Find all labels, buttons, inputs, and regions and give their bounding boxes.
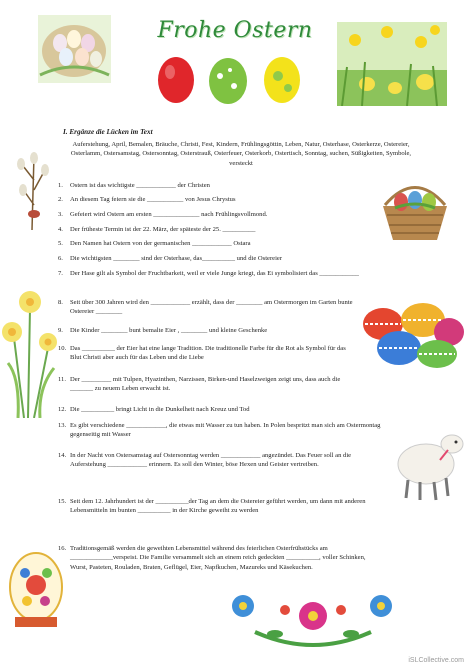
lamb-image	[390, 420, 468, 502]
exercise-text: Seit dem 12. Jahrhundert ist der __________der Tag an dem die Ostereier geführt werden, um dann mit anderen Lebensmitteln im bunten __________ in der Kirche geweiht zu werden	[70, 498, 366, 515]
exercise-text: Gefeiert wird Ostern am ersten ______________ nach Frühlingsvollmond.	[70, 211, 268, 218]
exercise-item	[58, 181, 418, 190]
exercise-number: 1.	[58, 182, 63, 189]
exercise-item	[58, 344, 358, 363]
exercise-item	[58, 451, 383, 470]
word-bank: Auferstehung, April, Bemalen, Bräuche, Christi, Fest, Kindern, Frühlingsgöttin, Leben, Natur, Osterhase, Osterkerze, Ostereier, Osterlamm, Ostersamstag, Ostersonntag, Osterstrauß, Osterfeuer, Osterkorb, Ostertisch, Sonntag, suchen, Süßigkeiten, Symbole, versteckt	[70, 141, 412, 167]
exercise-number: 10.	[58, 345, 67, 352]
exercise-number: 15.	[58, 498, 67, 505]
exercise-item	[58, 421, 383, 440]
exercise-item	[58, 497, 383, 516]
exercise-item	[58, 326, 358, 335]
exercise-text: Das __________ der Eier hat eine lange Tradition. Die traditionelle Farbe für die Rot als Symbol für das Blut Christi aber auch für das Leben und die Liebe	[70, 345, 346, 362]
exercise-text: Die Kinder ________ bunt bemalte Eier , ________ und kleine Geschenke	[70, 327, 268, 334]
exercise-text: Die __________ bringt Licht in die Dunkelheit nach Kreuz und Tod	[70, 406, 250, 413]
exercise-item	[58, 544, 383, 572]
exercise-number: 13.	[58, 422, 67, 429]
exercise-text: Die wichtigsten ________ sind der Osterhase, das__________ und die Ostereier	[70, 255, 283, 262]
exercise-item	[58, 269, 418, 278]
daffodils-image	[0, 268, 60, 418]
decorated-eggs-image	[353, 296, 465, 370]
willow-branch-image	[12, 150, 52, 230]
exercise-item	[58, 195, 418, 204]
exercise-text: Der _________ mit Tulpen, Hyazinthen, Narzissen, Birken-und Haselzweigen zeigt uns, dass auch die _______ zu neuem Leben erwacht ist.	[70, 376, 341, 393]
exercise-item	[58, 298, 358, 317]
exercise-text: Ostern ist das wichtigste ____________ der Christen	[70, 182, 210, 189]
exercise-text: Der früheste Termin ist der 22. März, der späteste der 25. __________	[70, 226, 256, 233]
exercise-number: 9.	[58, 327, 63, 334]
exercise-text: Der Hase gilt als Symbol der Fruchtbarkeit, weil er viele Junge kriegt, das Ei symbolisiert das ____________	[70, 270, 359, 277]
exercise-item	[58, 375, 358, 394]
exercise-text: In der Nacht von Ostersamstag auf Ostersonntag werden ____________ angezündet. Das Feuer soll an die Auferstehung ____________ erinnern. Es soll den Winter, böse Hexen und Geister vertreiben.	[70, 452, 352, 469]
exercise-item	[58, 210, 418, 219]
exercise-text: Seit über 300 Jahren wird den ____________ erzählt, dass der ________ am Ostermorgen im Garten bunte Ostereier ________	[70, 299, 353, 316]
exercise-text: Den Namen hat Ostern von der germanischen ____________ Ostara	[70, 240, 251, 247]
exercise-number: 7.	[58, 270, 63, 277]
exercise-number: 3.	[58, 211, 63, 218]
exercise-number: 4.	[58, 226, 63, 233]
colored-eggs-image	[150, 52, 310, 106]
exercise-number: 6.	[58, 255, 63, 262]
chicks-meadow-image	[337, 22, 447, 106]
folk-flowers-image	[225, 588, 400, 652]
exercise-item	[58, 225, 418, 234]
exercise-item	[58, 239, 418, 248]
exercise-number: 14.	[58, 452, 67, 459]
section-heading: I. Ergänze die Lücken im Text	[63, 128, 153, 136]
exercise-number: 2.	[58, 196, 63, 203]
exercise-number: 16.	[58, 545, 67, 552]
exercise-item	[58, 405, 418, 414]
exercise-number: 12.	[58, 406, 67, 413]
exercise-number: 5.	[58, 240, 63, 247]
egg-basket-image	[38, 15, 111, 83]
exercise-number: 8.	[58, 299, 63, 306]
exercise-text: An diesem Tag feiern sie die ___________ von Jesus Chrystus	[70, 196, 236, 203]
page-title: Frohe Ostern	[157, 18, 313, 43]
watermark: iSLCollective.com	[408, 657, 464, 664]
exercise-text: Traditionsgemäß werden die geweihten Lebensmittel während des feierlichen Osterfrühstücks am _____________verspeist. Die Familie versammelt sich an einem reich gedeckten __________, voller Schinken, Wurst, Pasteten, Rouladen, Braten, Geflügel, Eier, Napfkuchen, Mazureks und Käsekuchen.	[70, 545, 366, 571]
exercise-text: Es gibt verschiedene ____________, die etwas mit Wasser zu tun haben. In Polen bespritzt man sich am Ostermontag gegenseitig mit Wasser	[70, 422, 381, 439]
exercise-number: 11.	[58, 376, 66, 383]
exercise-item	[58, 254, 418, 263]
